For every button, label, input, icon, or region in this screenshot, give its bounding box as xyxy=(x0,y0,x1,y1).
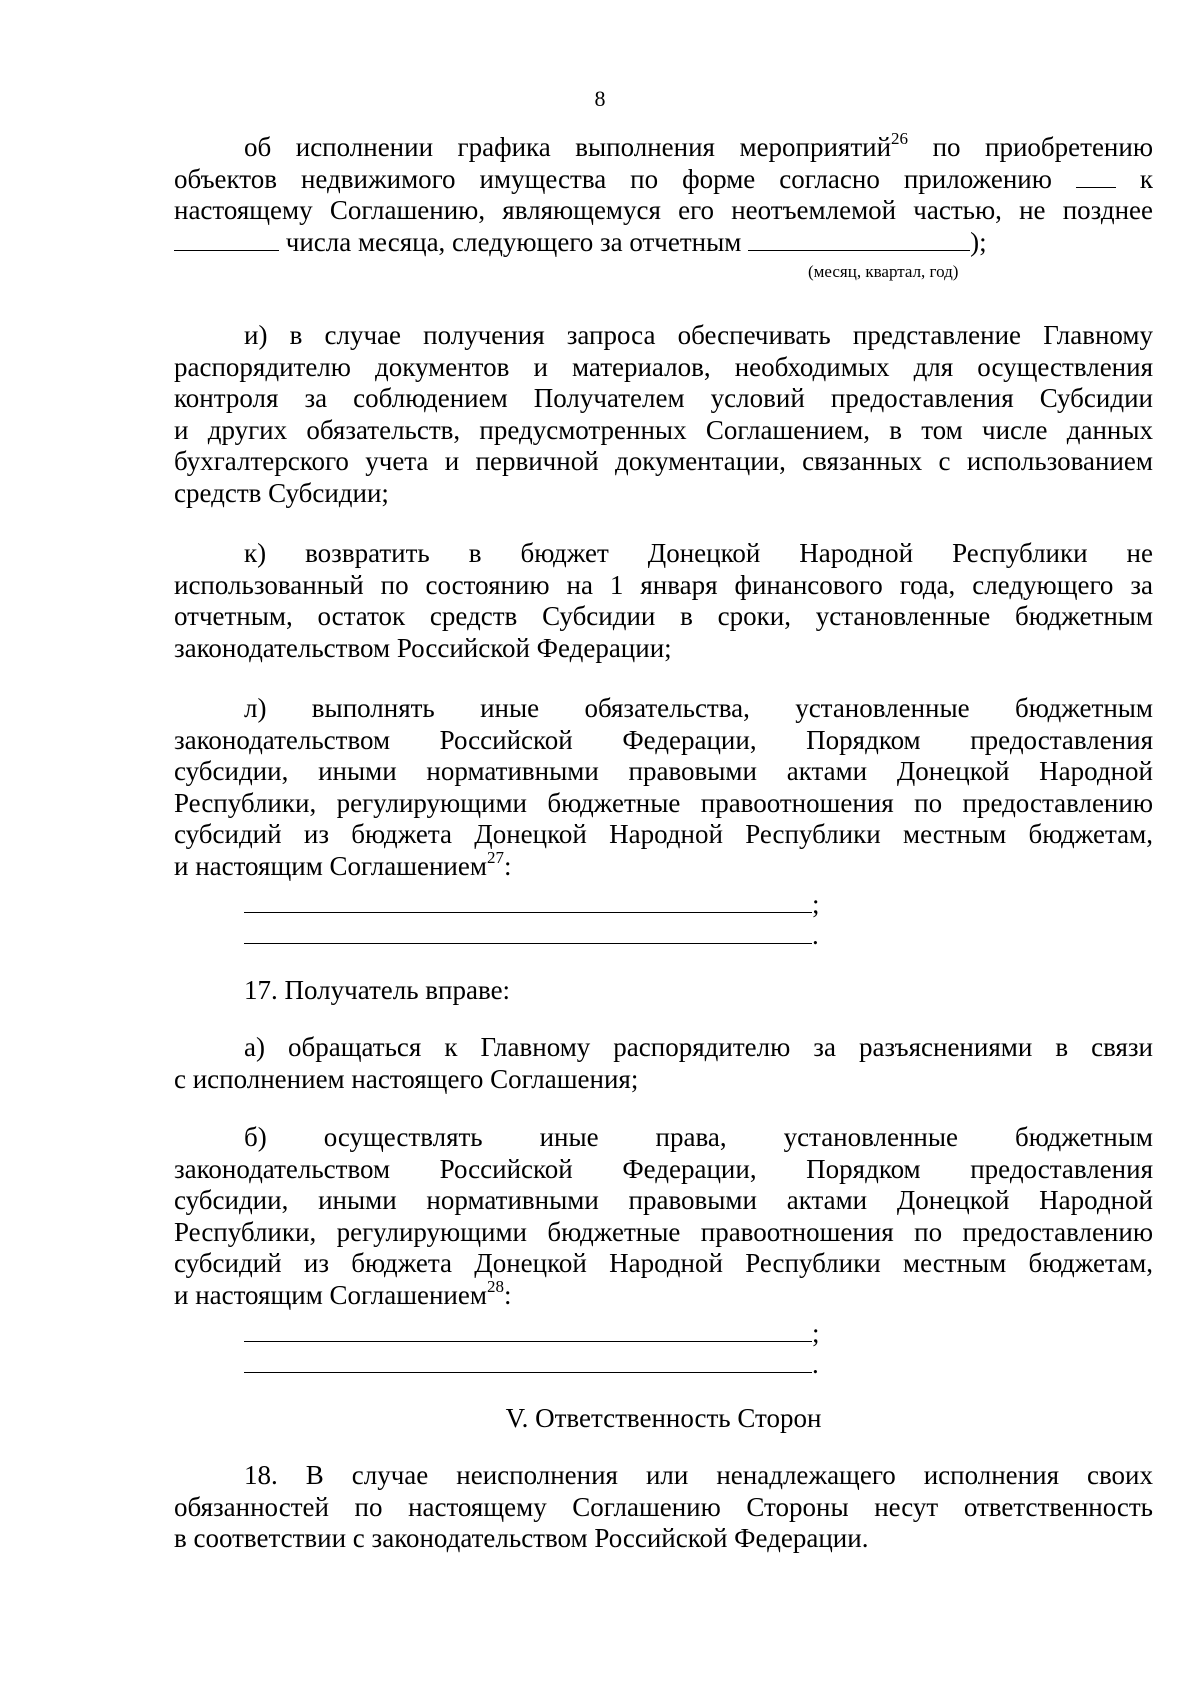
text-line: б) осуществлять иные права, установленные бюджетным xyxy=(244,1122,1153,1152)
text-line: использованный по состоянию на 1 января финансового года, следующего за xyxy=(174,569,1153,600)
fill-in-line: . xyxy=(244,1349,819,1381)
paragraph-item-b xyxy=(174,1122,1153,1379)
text-line: числа месяца, следующего за отчетным ); xyxy=(174,227,1153,259)
clause-title: 17. Получатель вправе: xyxy=(244,975,511,1005)
text-line: законодательством Российской Федерации, Порядком предоставления xyxy=(174,724,1153,755)
text-line: Республики, регулирующими бюджетные правоотношения по предоставлению xyxy=(174,787,1153,818)
fill-in-line: ; xyxy=(244,1318,820,1350)
text-line: 18. В случае неисполнения или ненадлежащего исполнения своих xyxy=(244,1460,1153,1490)
blank-field xyxy=(174,228,279,251)
paragraph-item-a xyxy=(174,1032,1153,1095)
footnote-ref: 26 xyxy=(891,132,909,148)
clause-17 xyxy=(174,975,1153,1007)
page-number: 8 xyxy=(594,86,606,111)
footnote-ref: 27 xyxy=(486,847,504,867)
text-line: а) обращаться к Главному распорядителю за разъяснениями в связи xyxy=(244,1032,1153,1062)
text-line: субсидии, иными нормативными правовыми актами Донецкой Народной xyxy=(174,1185,1153,1215)
text-line: настоящему Соглашению, являющемуся его неотъемлемой частью, не позднее xyxy=(174,195,1153,225)
text-line: контроля за соблюдением Получателем условий предоставления Субсидии xyxy=(174,383,1153,413)
text-line: законодательством Российской Федерации; xyxy=(174,632,672,663)
field-hint-note: (месяц, квартал, год) xyxy=(808,262,959,281)
fill-in-line: ; xyxy=(244,889,820,921)
text-line: с исполнением настоящего Соглашения; xyxy=(174,1063,639,1094)
paragraph-item-l xyxy=(174,693,1153,950)
text-line: бухгалтерского учета и первичной документации, связанных с использованием xyxy=(174,446,1153,476)
text-line: Республики, регулирующими бюджетные правоотношения по предоставлению xyxy=(174,1216,1153,1247)
text-line: средств Субсидии; xyxy=(174,477,389,508)
blank-field xyxy=(748,228,970,251)
fill-in-line: . xyxy=(244,920,819,952)
text-line: в соответствии с законодательством Российской Федерации. xyxy=(174,1523,869,1553)
clause-18 xyxy=(174,1460,1153,1555)
text-line: л) выполнять иные обязательства, установленные бюджетным xyxy=(244,693,1153,723)
footnote-ref: 28 xyxy=(486,1276,504,1296)
text-line: обязанностей по настоящему Соглашению Стороны несут ответственность xyxy=(174,1491,1153,1522)
text-line: и настоящим Соглашением$^{28}$: xyxy=(174,1276,512,1310)
text-line: субсидии, иными нормативными правовыми актами Донецкой Народной xyxy=(174,756,1153,786)
text-line: и настоящим Соглашением$^{27}$: xyxy=(174,847,512,881)
text-line: законодательством Российской Федерации, Порядком предоставления xyxy=(174,1153,1153,1184)
text-line: и других обязательств, предусмотренных Соглашением, в том числе данных xyxy=(174,414,1153,445)
text-line: объектов недвижимого имущества по форме согласно приложению к xyxy=(174,163,1153,194)
paragraph-schedule-report xyxy=(174,132,1153,281)
section-heading: V. Ответственность Сторон xyxy=(505,1403,822,1433)
text-line: к) возвратить в бюджет Донецкой Народной Республики не xyxy=(244,538,1153,568)
text-line: отчетным, остаток средств Субсидии в сроки, установленные бюджетным xyxy=(174,601,1153,631)
blank-field xyxy=(1076,165,1116,188)
text-line: субсидий из бюджета Донецкой Народной Республики местным бюджетам, xyxy=(174,819,1153,849)
text-line: и) в случае получения запроса обеспечивать представление Главному xyxy=(244,320,1153,350)
paragraph-item-k xyxy=(174,538,1153,664)
text-line: субсидий из бюджета Донецкой Народной Республики местным бюджетам, xyxy=(174,1248,1153,1278)
text-line: об исполнении графика выполнения мероприятий$^{26}$ по приобретению xyxy=(174,132,1153,164)
text-line: распорядителю документов и материалов, необходимых для осуществления xyxy=(174,351,1153,382)
paragraph-item-i xyxy=(174,320,1153,509)
